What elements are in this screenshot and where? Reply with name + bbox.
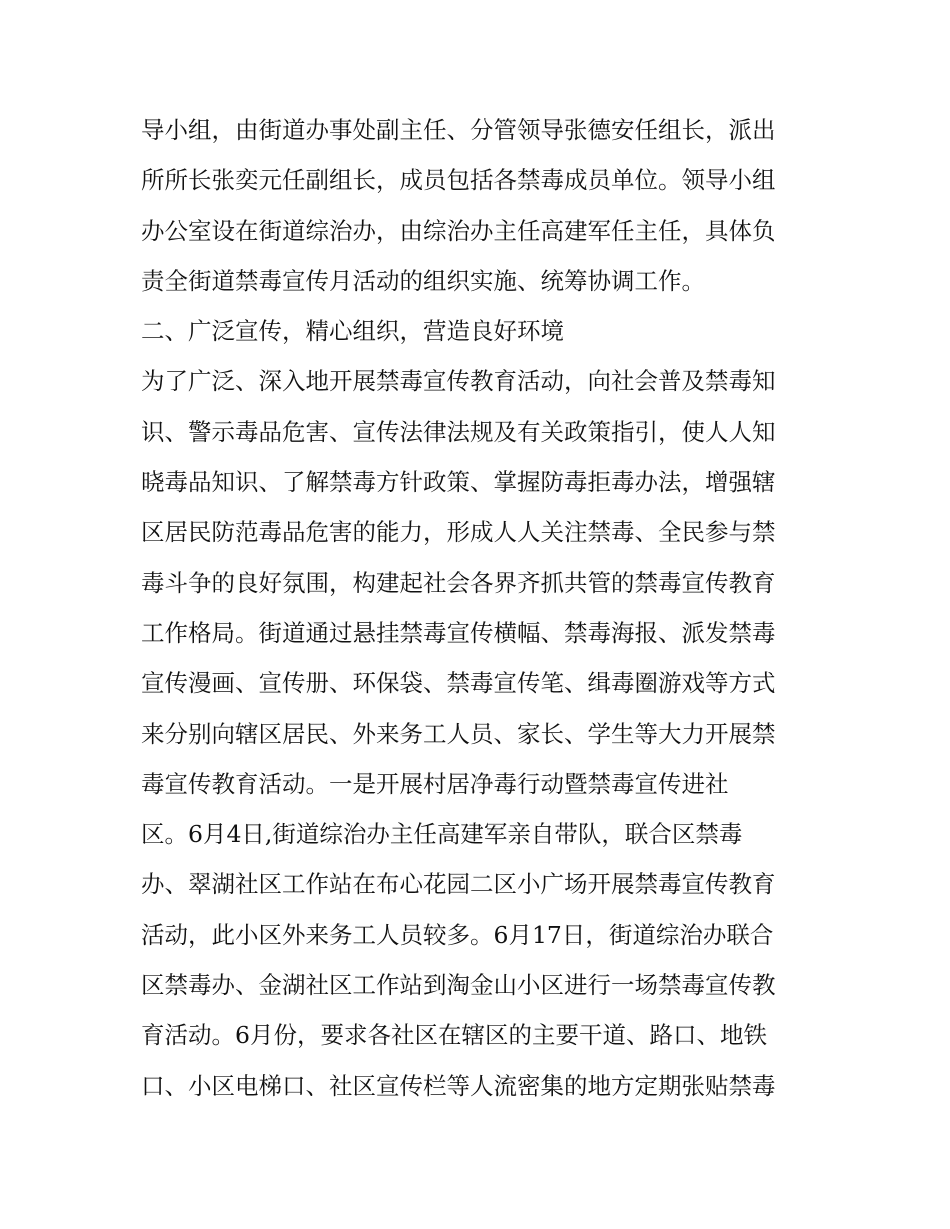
text-line-3: 办公室设在街道综治办，由综治办主任高建军任主任，具体负 xyxy=(141,216,776,245)
text-line-1: 导小组，由街道办事处副主任、分管领导张德安任组长，派出 xyxy=(141,116,776,144)
text-line-2: 所所长张奕元任副组长，成员包括各禁毒成员单位。领导小组 xyxy=(141,166,776,195)
text-line-14: 毒宣传教育活动。一是开展村居净毒行动暨禁毒宣传进社 xyxy=(141,769,729,798)
text-line-8: 晓毒品知识、了解禁毒方针政策、掌握防毒拒毒办法，增强辖 xyxy=(141,468,776,497)
text-line-17: 活动，此小区外来务工人员较多。6月17日，街道综治办联合 xyxy=(141,920,774,949)
text-line-16: 办、翠湖社区工作站在布心花园二区小广场开展禁毒宣传教育 xyxy=(141,870,776,899)
text-line-11: 工作格局。街道通过悬挂禁毒宣传横幅、禁毒海报、派发禁毒 xyxy=(141,618,776,647)
text-line-9: 区居民防范毒品危害的能力，形成人人关注禁毒、全民参与禁 xyxy=(141,518,776,547)
text-line-15: 区。6月4日,街道综治办主任高建军亲自带队，联合区禁毒 xyxy=(141,820,743,849)
section-heading: 二、广泛宣传，精心组织，营造良好环境 xyxy=(141,317,564,346)
text-line-7: 识、警示毒品危害、宣传法律法规及有关政策指引，使人人知 xyxy=(141,417,776,446)
document-body xyxy=(141,105,821,1111)
text-line-12: 宣传漫画、宣传册、环保袋、禁毒宣传笔、缉毒圈游戏等方式 xyxy=(141,669,776,698)
text-line-20: 口、小区电梯口、社区宣传栏等人流密集的地方定期张贴禁毒 xyxy=(141,1071,776,1100)
text-line-13: 来分别向辖区居民、外来务工人员、家长、学生等大力开展禁 xyxy=(141,719,776,748)
text-line-10: 毒斗争的良好氛围，构建起社会各界齐抓共管的禁毒宣传教育 xyxy=(141,568,776,597)
text-line-19: 育活动。6月份，要求各社区在辖区的主要干道、路口、地铁 xyxy=(141,1021,767,1050)
text-line-4: 责全街道禁毒宣传月活动的组织实施、统筹协调工作。 xyxy=(141,266,705,295)
text-line-18: 区禁毒办、金湖社区工作站到淘金山小区进行一场禁毒宣传教 xyxy=(141,971,776,1000)
text-line-6: 为了广泛、深入地开展禁毒宣传教育活动，向社会普及禁毒知 xyxy=(141,367,776,396)
